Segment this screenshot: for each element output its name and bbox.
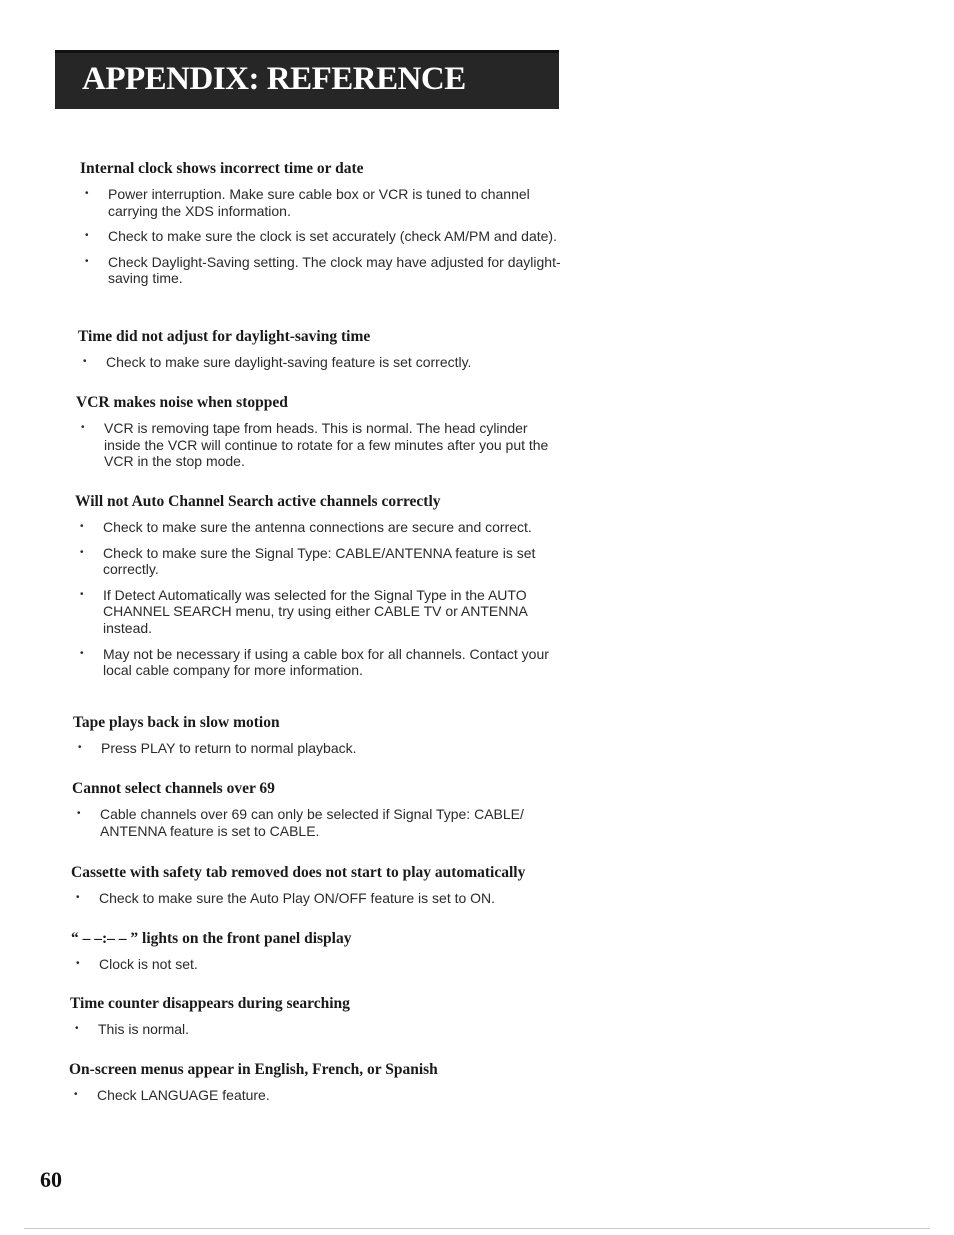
- bullet-icon: •: [76, 958, 80, 969]
- section-front-panel-display: [71, 930, 561, 973]
- list-item: [75, 519, 553, 536]
- section-daylight-saving: [78, 328, 568, 371]
- section-heading: Time did not adjust for daylight-saving time: [78, 328, 371, 345]
- list-item: [70, 1021, 560, 1038]
- bullet-icon: •: [85, 230, 89, 242]
- bullet-icon: •: [77, 808, 81, 819]
- section-heading: Time counter disappears during searching: [70, 995, 350, 1012]
- bullet-icon: •: [76, 892, 80, 903]
- section-clock-incorrect: [80, 160, 570, 287]
- list-item: [80, 186, 570, 219]
- list-item-text: Check to make sure daylight-saving feature is set correctly.: [106, 354, 472, 370]
- section-heading: Cassette with safety tab removed does not start to play automatically: [71, 864, 526, 881]
- bullet-icon: •: [80, 521, 84, 532]
- list-item-text: Check to make sure the clock is set accurately (check AM/PM and date).: [108, 228, 557, 245]
- bullet-list: [78, 354, 568, 371]
- section-heading: Internal clock shows incorrect time or date: [80, 160, 364, 177]
- bullet-icon: •: [83, 356, 87, 367]
- bullet-list: [76, 420, 566, 470]
- bullet-icon: •: [80, 546, 84, 558]
- bullet-icon: •: [74, 1089, 78, 1100]
- list-item-text: Clock is not set.: [99, 956, 198, 972]
- footer-divider: [24, 1228, 930, 1229]
- section-vcr-noise: [76, 394, 566, 470]
- section-time-counter: [70, 995, 560, 1038]
- section-heading: On-screen menus appear in English, French, or Spanish: [69, 1061, 438, 1078]
- list-item: [75, 587, 553, 637]
- list-item: [75, 545, 553, 578]
- list-item-text: Power interruption. Make sure cable box or VCR is tuned to channel carrying the XDS information.: [108, 186, 530, 219]
- bullet-icon: •: [75, 1023, 79, 1034]
- list-item-text: VCR is removing tape from heads. This is normal. The head cylinder inside the VCR will continue to rotate for a few minutes after you put the VCR in the stop mode.: [104, 420, 549, 470]
- bullet-icon: •: [85, 255, 89, 267]
- list-item-text: Check Daylight-Saving setting. The clock may have adjusted for daylight-saving time.: [108, 253, 561, 287]
- list-item: [80, 254, 570, 287]
- section-safety-tab: [71, 864, 561, 907]
- list-item-text: Check LANGUAGE feature.: [97, 1087, 270, 1103]
- list-item-text: Cable channels over 69 can only be selected if Signal Type: CABLE/ ANTENNA feature is set to CABLE.: [100, 806, 524, 839]
- bullet-list: [75, 519, 553, 679]
- section-slow-motion: [73, 714, 563, 757]
- title-banner: [55, 50, 559, 109]
- bullet-list: [71, 956, 561, 973]
- section-auto-channel-search: [75, 493, 553, 679]
- bullet-icon: •: [85, 188, 89, 199]
- bullet-icon: •: [80, 588, 84, 600]
- bullet-list: [71, 890, 561, 907]
- list-item: [71, 956, 561, 973]
- bullet-icon: •: [80, 647, 84, 659]
- list-item: [73, 740, 563, 757]
- list-item: [69, 1087, 559, 1104]
- bullet-list: [69, 1087, 559, 1104]
- section-heading: “ – –:– – ” lights on the front panel display: [71, 930, 352, 947]
- list-item-text: Check to make sure the Signal Type: CABLE/ANTENNA feature is set correctly.: [103, 544, 536, 578]
- section-language: [69, 1061, 559, 1104]
- section-heading: VCR makes noise when stopped: [76, 394, 288, 411]
- section-heading: Cannot select channels over 69: [72, 780, 275, 797]
- list-item: [76, 420, 566, 470]
- bullet-list: [72, 806, 554, 839]
- page-title: APPENDIX: REFERENCE: [82, 61, 466, 97]
- bullet-list: [80, 186, 570, 287]
- list-item-text: Check to make sure the antenna connections are secure and correct.: [103, 519, 532, 535]
- page-number: 60: [40, 1167, 62, 1192]
- list-item-text: May not be necessary if using a cable box for all channels. Contact your local cable company for more information.: [103, 645, 549, 679]
- list-item-text: Press PLAY to return to normal playback.: [101, 740, 357, 756]
- bullet-icon: •: [78, 742, 82, 753]
- list-item-text: This is normal.: [98, 1021, 190, 1037]
- list-item-text: Check to make sure the Auto Play ON/OFF feature is set to ON.: [99, 890, 496, 906]
- list-item: [75, 646, 553, 679]
- list-item: [72, 806, 554, 839]
- section-heading: Tape plays back in slow motion: [73, 714, 280, 731]
- bullet-list: [73, 740, 563, 757]
- list-item: [78, 354, 568, 371]
- section-heading: Will not Auto Channel Search active channels correctly: [75, 493, 441, 510]
- list-item-text: If Detect Automatically was selected for the Signal Type in the AUTO CHANNEL SEARCH menu, try using either CABLE TV or ANTENNA instead.: [103, 586, 528, 636]
- bullet-icon: •: [81, 422, 85, 433]
- section-channels-over-69: [72, 780, 554, 839]
- list-item: [71, 890, 561, 907]
- list-item: [80, 228, 570, 245]
- bullet-list: [70, 1021, 560, 1038]
